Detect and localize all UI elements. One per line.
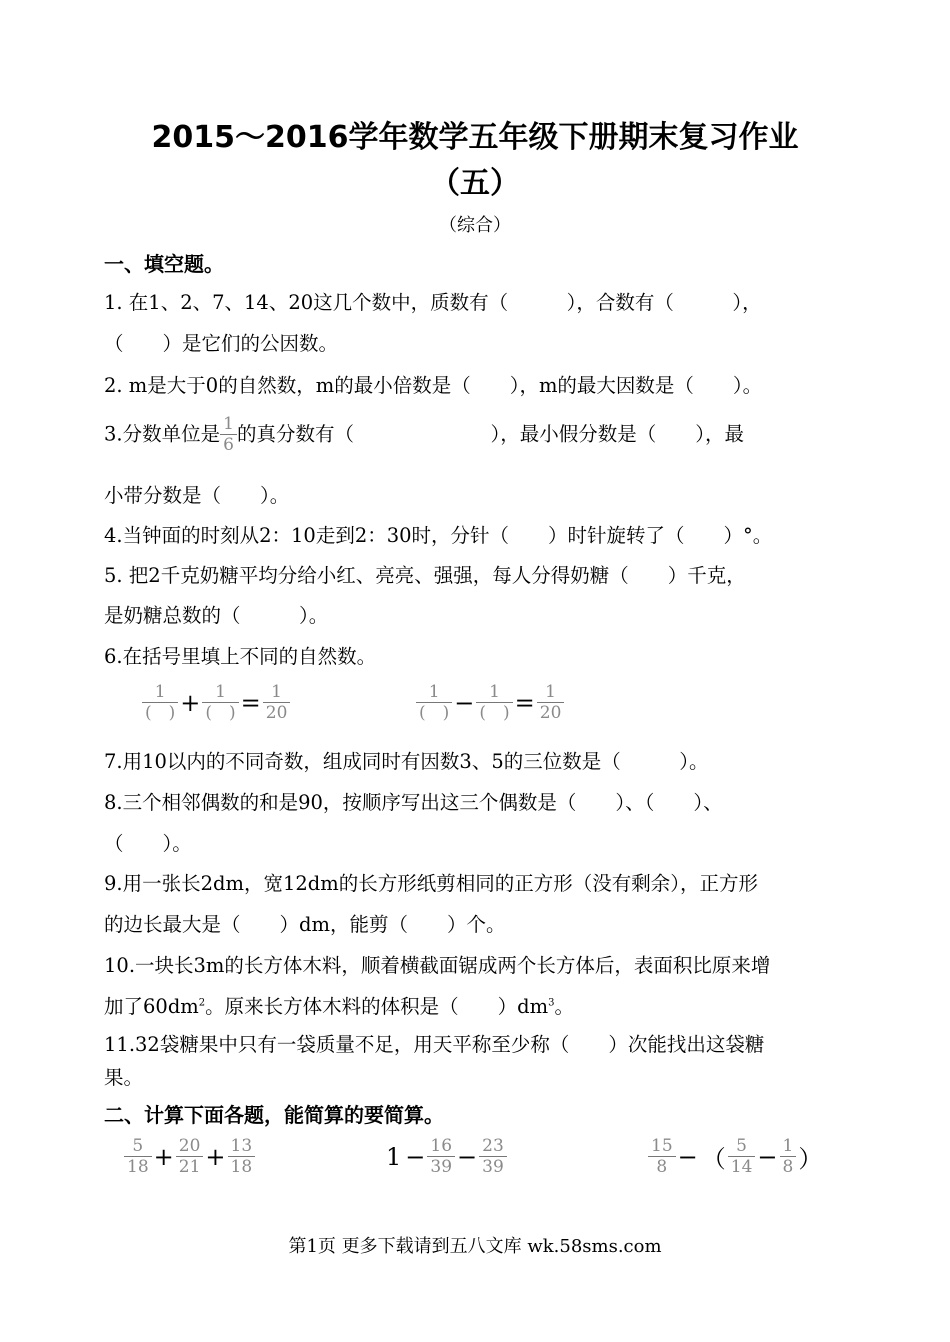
fraction-numerator: 20 <box>176 1136 204 1157</box>
fraction-denominator: ( ) <box>205 703 236 724</box>
question-8-line-2: （ ）。 <box>104 832 192 855</box>
question-8-line-1: 8.三个相邻偶数的和是90，按顺序写出这三个偶数是（ ）、（ ）、 <box>104 791 723 814</box>
fraction-numerator: 1 <box>220 414 237 435</box>
fraction <box>728 1136 756 1178</box>
fraction-denominator: 8 <box>782 1157 794 1178</box>
fraction-denominator: ( ) <box>419 703 450 724</box>
equation-sum <box>142 682 290 724</box>
minus-sign: − <box>454 688 475 717</box>
question-5-line-2: 是奶糖总数的（ ）。 <box>104 604 329 627</box>
superscript: 2 <box>198 997 206 1009</box>
question-11-line-2: 果。 <box>104 1066 144 1089</box>
fraction <box>427 1136 455 1178</box>
fraction-numerator: 16 <box>427 1136 455 1157</box>
plus-sign: + <box>153 1142 174 1171</box>
equation-difference <box>416 682 564 724</box>
calc-expression-2 <box>384 1136 507 1178</box>
fraction <box>263 682 291 724</box>
superscript: 3 <box>548 997 555 1009</box>
question-10-line-2 <box>104 991 574 1019</box>
text-segment: 加了60dm <box>104 995 199 1018</box>
question-3-line-2: 小带分数是（ ）。 <box>104 484 290 507</box>
question-6: 6.在括号里填上不同的自然数。 <box>104 645 377 668</box>
page-footer: 第1页 更多下载请到五八文库 wk.58sms.com <box>288 1236 662 1257</box>
text-segment: 。 <box>554 995 575 1018</box>
fraction-denominator: 21 <box>178 1157 201 1178</box>
fraction-numerator: 1 <box>537 682 565 703</box>
fraction <box>202 682 238 724</box>
section-heading-fill-blanks: 一、填空题。 <box>104 252 224 276</box>
minus-sign: − <box>757 1142 778 1171</box>
question-1-line-2: （ ）是它们的公因数。 <box>104 332 339 355</box>
page-title-number: （五） <box>430 166 520 201</box>
minus-sign: − <box>457 1142 478 1171</box>
text-segment: 。原来长方体木料的体积是（ ）dm <box>205 995 549 1018</box>
fraction <box>176 1136 204 1178</box>
fraction <box>479 1136 507 1178</box>
equals-sign: = <box>240 688 261 717</box>
page-subtitle: （综合） <box>439 215 511 236</box>
fraction-denominator: ( ) <box>479 703 510 724</box>
fraction-denominator: 39 <box>430 1157 453 1178</box>
fraction-numerator: 13 <box>228 1136 256 1157</box>
plus-sign: + <box>205 1142 226 1171</box>
fraction <box>537 682 565 724</box>
question-9-line-1: 9.用一张长2dm，宽12dm的长方形纸剪相同的正方形（没有剩余），正方形 <box>104 872 759 895</box>
question-3-line-1 <box>104 414 744 456</box>
fraction-numerator: 1 <box>416 682 452 703</box>
question-1-line-1: 1. 在1、2、7、14、20这几个数中，质数有（ ），合数有（ ）， <box>104 291 762 314</box>
fraction-denominator: 14 <box>730 1157 753 1178</box>
minus-sign: − <box>677 1142 698 1171</box>
question-10-line-1: 10.一块长3m的长方体木料，顺着横截面锯成两个长方体后，表面积比原来增 <box>104 954 771 977</box>
fraction <box>416 682 452 724</box>
fraction-denominator: 8 <box>656 1157 668 1178</box>
fraction-denominator: 20 <box>539 703 562 724</box>
fraction-denominator: 6 <box>223 435 234 456</box>
fraction-numerator: 1 <box>476 682 512 703</box>
question-2: 2. m是大于0的自然数，m的最小倍数是（ ），m的最大因数是（ ）。 <box>104 374 763 397</box>
question-3-suffix: 的真分数有（ ），最小假分数是（ ），最 <box>236 422 744 446</box>
fraction <box>228 1136 256 1178</box>
fraction-numerator: 1 <box>263 682 291 703</box>
fraction-denominator: 20 <box>265 703 288 724</box>
right-parenthesis: ） <box>798 1145 823 1174</box>
fraction-numerator: 1 <box>202 682 238 703</box>
fraction-denominator: 18 <box>127 1157 149 1178</box>
page-title: 2015～2016学年数学五年级下册期末复习作业 <box>151 120 799 155</box>
left-parenthesis: （ <box>701 1145 726 1174</box>
fraction <box>780 1136 797 1178</box>
fraction <box>124 1136 152 1178</box>
question-7: 7.用10以内的不同奇数，组成同时有因数3、5的三位数是（ ）。 <box>104 750 709 773</box>
fraction-numerator: 23 <box>479 1136 507 1157</box>
question-5-line-1: 5. 把2千克奶糖平均分给小红、亮亮、强强，每人分得奶糖（ ）千克， <box>104 564 746 587</box>
fraction <box>648 1136 676 1178</box>
fraction-denominator: 18 <box>230 1157 253 1178</box>
fraction-numerator: 5 <box>124 1136 152 1157</box>
equals-sign: = <box>514 688 535 717</box>
plus-sign: + <box>180 688 201 717</box>
fraction-numerator: 1 <box>780 1136 797 1157</box>
fraction-numerator: 15 <box>648 1136 676 1157</box>
calc-expression-3 <box>648 1136 824 1178</box>
question-4: 4.当钟面的时刻从2：10走到2：30时，分针（ ）时针旋转了（ ）°。 <box>104 524 773 547</box>
fraction-numerator: 5 <box>728 1136 756 1157</box>
question-3-prefix: 3.分数单位是 <box>104 422 221 446</box>
section-heading-calculation: 二、计算下面各题，能简算的要简算。 <box>104 1103 444 1127</box>
question-11-line-1: 11.32袋糖果中只有一袋质量不足，用天平称至少称（ ）次能找出这袋糖 <box>104 1033 765 1056</box>
fraction-numerator: 1 <box>142 682 178 703</box>
question-9-line-2: 的边长最大是（ ）dm，能剪（ ）个。 <box>104 913 506 936</box>
fraction-one-sixth <box>220 414 237 456</box>
fraction <box>476 682 512 724</box>
calc-expression-1 <box>124 1136 255 1178</box>
leading-number: 1 <box>386 1142 402 1171</box>
minus-sign: − <box>405 1142 426 1171</box>
fraction-denominator: 39 <box>482 1157 504 1178</box>
fraction-denominator: ( ) <box>145 703 176 724</box>
fraction <box>142 682 178 724</box>
